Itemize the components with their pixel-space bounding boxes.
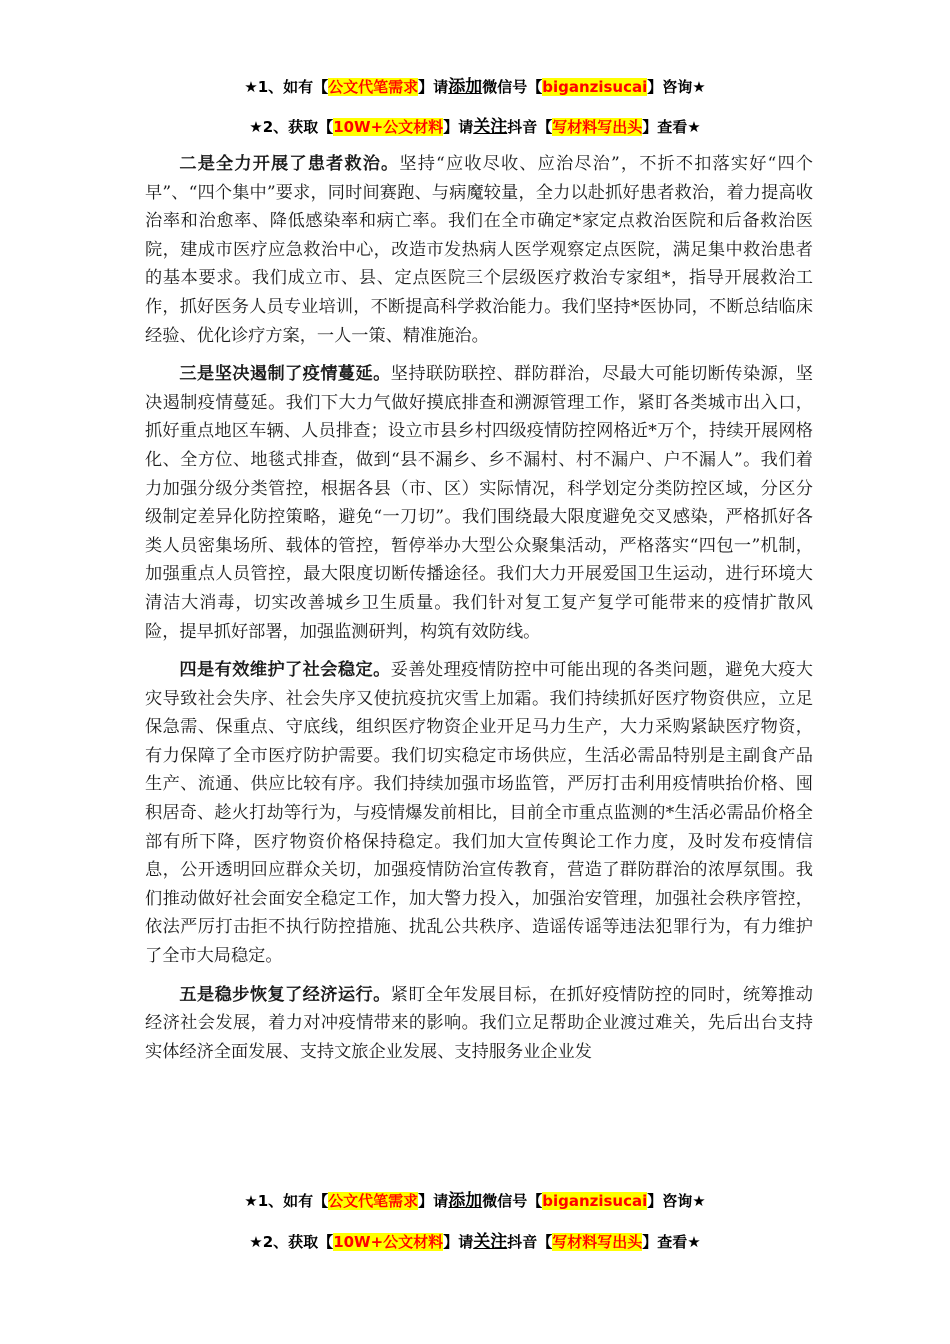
promo-prefix: ★2、获取【 [249, 118, 334, 136]
paragraph-epidemic-control [145, 360, 813, 646]
promo-underlined-follow: 关注 [473, 1232, 508, 1252]
promo-suffix: 】咨询★ [647, 1192, 706, 1210]
promo-highlight-douyin-account: 写材料写出头 [552, 1233, 643, 1251]
promo-highlight-materials: 10W+公文材料 [333, 1233, 444, 1251]
paragraph-lead: 五是稳步恢复了经济运行。 [179, 984, 391, 1005]
paragraph-text: 紧盯全年发展目标，在抓好疫情防控的同时，统筹推动经济社会发展，着力对冲疫情带来的影响。我们立足帮助企业渡过难关，先后出台支持实体经济全面发展、支持文旅企业发展、支持服务业企业发 [145, 984, 813, 1062]
promo-text: 抖音【 [507, 1233, 553, 1251]
promo-highlight-wechat-id: biganzisucai [542, 78, 648, 96]
paragraph-text: 妥善处理疫情防控中可能出现的各类问题，避免大疫大灾导致社会失序、社会失序又使抗疫抗灾雪上加霜。我们持续抓好医疗物资供应，立足保急需、保重点、守底线，组织医疗物资企业开足马力生产，大力采购紧缺医疗物资，有力保障了全市医疗防护需要。我们切实稳定市场供应，生活必需品特别是主副食产品生产、流通、供应比较有序。我们持续加强市场监管，严厉打击利用疫情哄抬价格、囤积居奇、趁火打劫等行为，与疫情爆发前相比，目前全市重点监测的*生活必需品价格全部有所下降，医疗物资价格保持稳定。我们加大宣传舆论工作力度，及时发布疫情信息，公开透明回应群众关切，加强疫情防治宣传教育，营造了群防群治的浓厚氛围。我们推动做好社会面安全稳定工作，加大警力投入，加强治安管理，加强社会秩序管控，依法严厉打击拒不执行防控措施、扰乱公共秩序、造谣传谣等违法犯罪行为，有力维护了全市大局稳定。 [145, 660, 813, 967]
promo-text: 】请 [418, 1192, 449, 1210]
promo-underlined-add: 添加 [448, 77, 483, 97]
promo-text: 微信号【 [482, 78, 543, 96]
promo-line-top-1 [0, 72, 950, 97]
paragraph-lead: 二是全力开展了患者救治。 [179, 154, 400, 174]
promo-suffix: 】查看★ [642, 1233, 701, 1251]
paragraph-text: 坚持“应收尽收、应治尽治”，不折不扣落实好“四个早”、“四个集中”要求，同时间赛跑、与病魔较量，全力以赴抓好患者救治，着力提高收治率和治愈率、降低感染率和病亡率。我们在全市确定*家定点救治医院和后备救治医院，建成市医疗应急救治中心，改造市发热病人医学观察定点医院，满足集中救治患者的基本要求。我们成立市、县、定点医院三个层级医疗救治专家组*，指导开展救治工作，抓好医务人员专业培训，不断提高科学救治能力。我们坚持*医协同，不断总结临床经验、优化诊疗方案，一人一策、精准施治。 [145, 154, 813, 346]
promo-text: 微信号【 [482, 1192, 543, 1210]
promo-line-bottom-1 [0, 1186, 950, 1211]
promo-suffix: 】咨询★ [647, 78, 706, 96]
promo-text: 】请 [443, 118, 474, 136]
document-body [145, 150, 813, 1076]
promo-prefix: ★1、如有【 [244, 78, 329, 96]
promo-line-top-2 [0, 112, 950, 137]
paragraph-lead: 三是坚决遏制了疫情蔓延。 [179, 364, 391, 385]
promo-underlined-follow: 关注 [473, 117, 508, 137]
paragraph-lead: 四是有效维护了社会稳定。 [179, 660, 391, 681]
promo-text: 】请 [418, 78, 449, 96]
promo-prefix: ★1、如有【 [244, 1192, 329, 1210]
promo-highlight-ghostwriting: 公文代笔需求 [328, 78, 419, 96]
promo-text: 抖音【 [507, 118, 553, 136]
paragraph-text: 坚持联防联控、群防群治，尽最大可能切断传染源，坚决遏制疫情蔓延。我们下大力气做好摸底排查和溯源管理工作，紧盯各类城市出入口，抓好重点地区车辆、人员排查；设立市县乡村四级疫情防控网格近*万个，持续开展网格化、全方位、地毯式排查，做到“县不漏乡、乡不漏村、村不漏户、户不漏人”。我们着力加强分级分类管控，根据各县（市、区）实际情况，科学划定分类防控区域，分区分级制定差异化防控策略，避免“一刀切”。我们围绕最大限度避免交叉感染，严格抓好各类人员密集场所、载体的管控，暂停举办大型公众聚集活动，严格落实“四包一”机制，加强重点人员管控，最大限度切断传播途径。我们大力开展爱国卫生运动，进行环境大清洁大消毒，切实改善城乡卫生质量。我们针对复工复产复学可能带来的疫情扩散风险，提早抓好部署，加强监测研判，构筑有效防线。 [145, 364, 813, 642]
promo-highlight-wechat-id: biganzisucai [542, 1192, 648, 1210]
paragraph-patient-treatment [145, 150, 813, 350]
paragraph-social-stability [145, 656, 813, 971]
paragraph-economic-recovery [145, 981, 813, 1067]
promo-line-bottom-2 [0, 1227, 950, 1252]
promo-prefix: ★2、获取【 [249, 1233, 334, 1251]
promo-suffix: 】查看★ [642, 118, 701, 136]
promo-highlight-ghostwriting: 公文代笔需求 [328, 1192, 419, 1210]
promo-underlined-add: 添加 [448, 1191, 483, 1211]
promo-text: 】请 [443, 1233, 474, 1251]
promo-highlight-douyin-account: 写材料写出头 [552, 118, 643, 136]
promo-highlight-materials: 10W+公文材料 [333, 118, 444, 136]
